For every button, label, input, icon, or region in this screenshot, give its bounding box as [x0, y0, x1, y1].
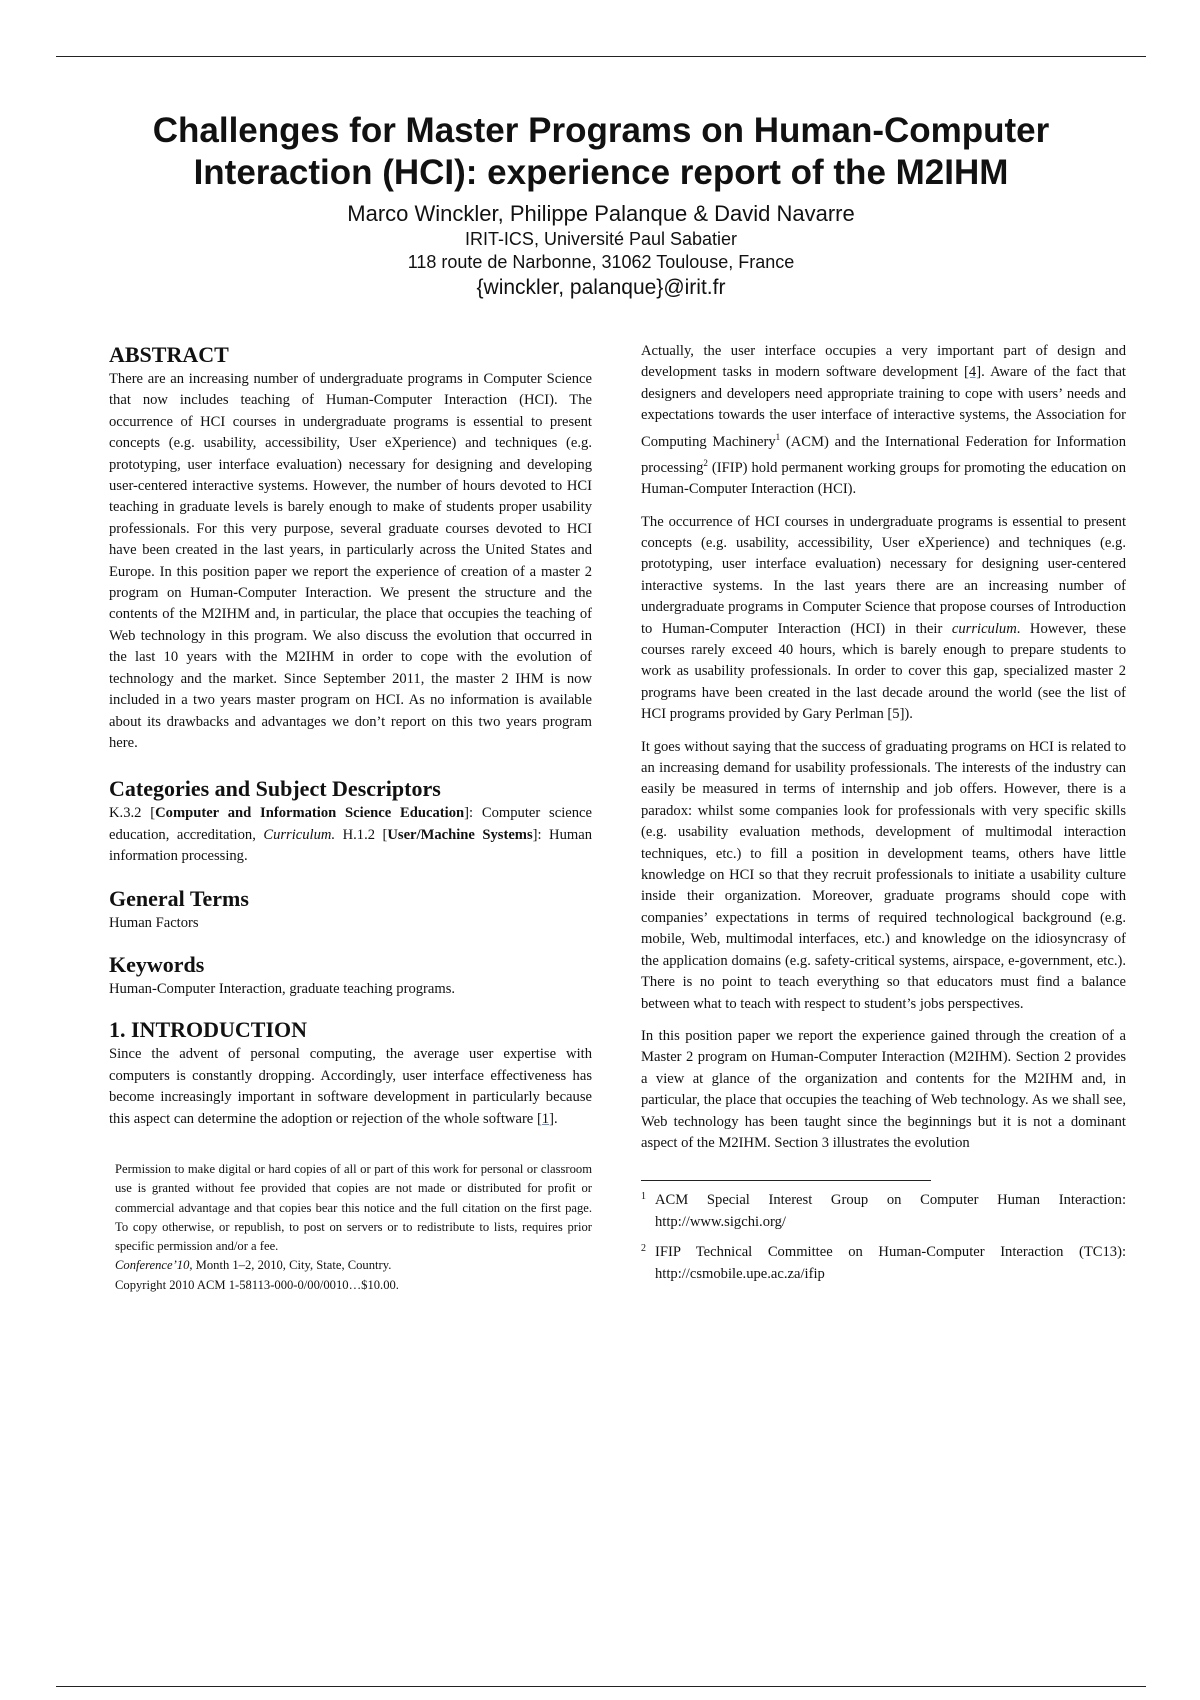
categories-text: K.3.2 [Computer and Information Science Education]: Computer science education, accreditation, Curriculum. H.1.2 [User/Machine Systems]: Human information processing. [109, 805, 592, 865]
introduction-text: Since the advent of personal computing, the average user expertise with computers is constantly dropping. Accordingly, user interface effectiveness has become increasingly important in software development in particularly because this aspect can determine the adoption or rejection of the whole software [1]. [109, 1046, 592, 1127]
top-rule [56, 56, 1146, 57]
copyright-line: Copyright 2010 ACM 1-58113-000-0/00/0010…$10.00. [115, 1277, 399, 1292]
footnote-text: ACM Special Interest Group on Computer Human Interaction: http://www.sigchi.org/ [655, 1192, 1126, 1230]
abstract-text: There are an increasing number of undergraduate programs in Computer Science that now includes teaching of Human-Computer Interaction (HCI). The occurrence of HCI courses in undergraduate programs is essential to present concepts (e.g. usability, accessibility, User eXperience) and techniques (e.g. prototyping, user interface evaluation) necessary for designing and developing user-centered interactive systems. However, the number of hours devoted to HCI teaching in graduate levels is barely enough to make of students proper usability professionals. For this very purpose, several graduate courses devoted to HCI have been created in the last years, in particularly across the United States and Europe. In this position paper we report the experience of creation of a master 2 program on Human-Computer Interaction. We present the structure and the contents of the M2IHM and, in particular, the place that occupies the teaching of Web technology in this program. We also discuss the evolution that occurred in the last 10 years with the M2IHM in order to cope with the evolution of technology and the market. Since September 2011, the master 2 IHM is now included in a two years master program on HCI. As no information is available about its drawbacks and advantages we don’t report on this two years program here. [109, 371, 592, 751]
general-terms-heading: General Terms [109, 885, 249, 911]
permission-text: Permission to make digital or hard copies of all or part of this work for personal or classroom use is granted without fee provided that copies are not made or distributed for profit or commercial advantage and that copies bear this notice and the full citation on the first page. To copy otherwise, or republish, to post on servers or to redistribute to lists, requires prior specific permission and/or a fee. [115, 1161, 592, 1254]
title-line-2: Interaction (HCI): experience report of the M2IHM [193, 153, 1009, 192]
footnote-2 [641, 1242, 1126, 1285]
left-column [109, 342, 592, 1295]
bottom-rule [56, 1686, 1146, 1687]
abstract-heading: ABSTRACT [109, 342, 229, 367]
paragraph-3: It goes without saying that the success of graduating programs on HCI is related to an increasing demand for usability professionals. The interests of the industry can easily be measured in terms of internship and job offers. However, there is a paradox: whilst some companies look for professionals with very specific skills (e.g. usability evaluation methods, development of multimodal interaction techniques, etc.) to fill a position in development teams, others have little knowledge on HCI so that they recruit professionals to initiate a usability culture inside their organization. Moreover, graduate programs should cope with companies’ expectations in terms of required technological background (e.g. mobile, Web, multimodal interfaces, etc.) and knowledge on the idiosyncrasy of the application domains (e.g. safety-critical systems, airspace, e-government, etc.). There is no point to teach everything so that educators must find a balance between what to teach with respect to student’s jobs perspectives. [641, 738, 1126, 1012]
footnote-mark: 1 [641, 1191, 646, 1203]
footnote-mark: 2 [641, 1243, 646, 1255]
email: {winckler, palanque}@irit.fr [476, 276, 726, 299]
right-column [641, 341, 1126, 1294]
paragraph-1: Actually, the user interface occupies a very important part of design and development tasks in modern software development [4]. Aware of the fact that designers and developers need appropriate training to cope with users’ needs and expectations towards the user interface of interactive systems, the Association for Computing Machinery$^1$ (ACM) and the International Federation for Information processing$^2$ (IFIP) hold permanent working groups for promoting the education on Human-Computer Interaction (HCI). [641, 343, 1126, 498]
affiliation: IRIT-ICS, Université Paul Sabatier [464, 229, 738, 249]
categories-heading: Categories and Subject Descriptors [109, 776, 441, 802]
paper-header [56, 110, 1146, 301]
introduction-heading: 1. INTRODUCTION [109, 1017, 308, 1043]
paragraph-4: In this position paper we report the experience gained through the creation of a Master 2 program on Human-Computer Interaction (M2IHM). Section 2 provides a view at glance of the organization and contents for the M2IHM and, in particular, the place that occupies the teaching of Web technology. As we shall see, Web technology has been taught since the beginnings but it is not a dominant aspect of the M2IHM. Section 3 illustrates the evolution [641, 1027, 1126, 1151]
keywords-heading: Keywords [109, 951, 205, 977]
footnote-ref-1: 1 [775, 431, 781, 442]
address: 118 route de Narbonne, 31062 Toulouse, France [407, 252, 795, 272]
citation-link-4[interactable]: [4] [964, 364, 982, 381]
paper-title [56, 110, 1146, 194]
keywords-text: Human-Computer Interaction, graduate teaching programs. [109, 980, 456, 997]
authors: Marco Winckler, Philippe Palanque & David Navarre [347, 201, 855, 226]
footnote-ref-2: 2 [703, 457, 708, 468]
title-line-1: Challenges for Master Programs on Human-Computer [152, 111, 1050, 150]
conference-line: Conference’10, Month 1–2, 2010, City, State, Country. [115, 1258, 392, 1273]
footnote-rule [641, 1180, 931, 1181]
citation-link-1[interactable]: [1] [536, 1110, 554, 1127]
permission-notice [109, 1160, 592, 1295]
general-terms-text: Human Factors [109, 914, 199, 931]
footnote-text: IFIP Technical Committee on Human-Computer Interaction (TC13): http://csmobile.upe.ac.za/ifip [655, 1244, 1126, 1282]
paragraph-2: The occurrence of HCI courses in undergraduate programs is essential to present concepts (e.g. usability, accessibility, User eXperience) and techniques (e.g. prototyping, user interface evaluation) necessary for designing user-centered interactive systems. In the last years there are an increasing number of undergraduate programs in Computer Science that propose courses of Introduction to Human-Computer Interaction (HCI) in their curriculum. However, these courses rarely exceed 40 hours, which is barely enough to prepare students to work as usability professionals. In order to cover this gap, specialized master 2 programs have been created in the last decade around the world (see the list of HCI programs provided by Gary Perlman [5]). [641, 513, 1126, 723]
footnote-1 [641, 1190, 1126, 1233]
